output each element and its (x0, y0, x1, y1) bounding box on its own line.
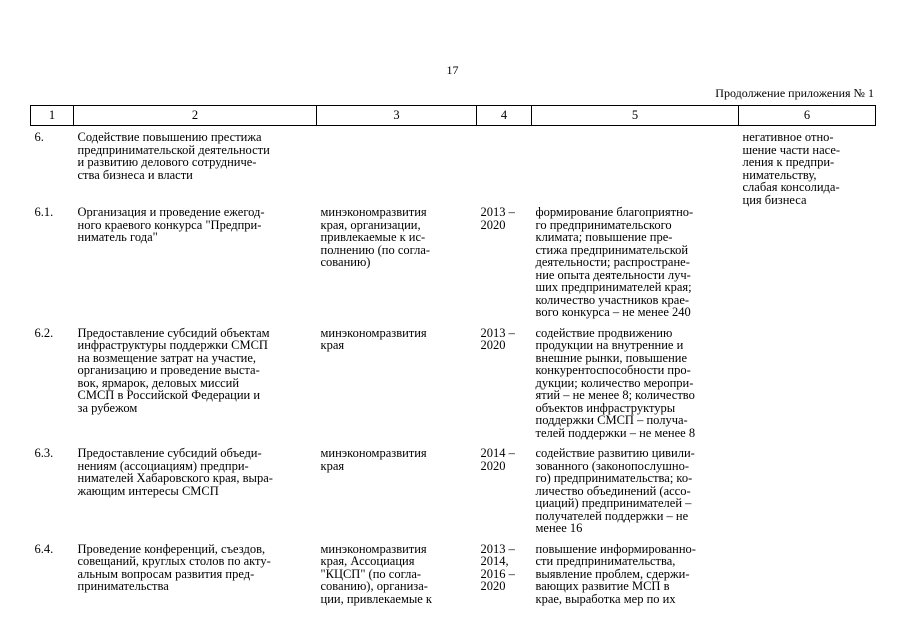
risk-text (739, 206, 876, 319)
result-text: содействие развитию цивили- зованного (законопослушно- го) предпринимательства; ко- личество объединений (ассо- циаций) предпринимателей – получателей поддержки – не менее 16 (535, 446, 695, 535)
header-col-6: 6 (739, 106, 876, 126)
table-row (31, 439, 876, 535)
result-text: содействие продвижению продукции на внутренние и внешние рынки, повышение конкурентоспособности про- дукции; количество меропри- ятий – не менее 8; количество объектов инфраструктуры поддержки СМСП – получа- телей поддержки – не менее 8 (535, 325, 696, 440)
result-text (532, 126, 739, 207)
executor-text: минэкономразвития края (320, 325, 427, 352)
measure-text: Предоставление субсидий объеди- нениям (ассоциациям) предпри- нимателей Хабаровского края, выра- жающим интересы СМСП (77, 446, 273, 498)
years-text: 2013 – 2020 (480, 205, 515, 232)
risk-text (739, 319, 876, 440)
header-col-2: 2 (74, 106, 317, 126)
measure-text: Предоставление субсидий объектам инфраструктуры поддержки СМСП на возмещение затрат на участие, организацию и проведение выста- вок, ярмарок, деловых миссий СМСП в Российской Федерации и за рубежом (77, 325, 270, 415)
continuation-label: Продолжение приложения № 1 (715, 86, 874, 100)
years-text: 2013 – 2014, 2016 – 2020 (480, 541, 515, 593)
table-row (31, 206, 876, 319)
result-text: повышение информированно- сти предпринимательства, выявление проблем, сдержи- вающих развитие МСП в крае, выработка мер по их (535, 541, 696, 606)
executor-text: минэкономразвития края, организации, привлекаемые к ис- полнению (по согла- сованию) (320, 205, 431, 269)
measure-text: Организация и проведение ежегод- ного краевого конкурса "Предпри- ниматель года" (77, 205, 265, 244)
row-number: 6.3. (34, 446, 54, 460)
years-text (477, 126, 532, 207)
table-row (31, 535, 876, 606)
header-col-4: 4 (477, 106, 532, 126)
header-col-5: 5 (532, 106, 739, 126)
row-number: 6. (34, 130, 44, 144)
risk-text (739, 535, 876, 606)
table-row (31, 126, 876, 207)
page-number: 17 (446, 63, 459, 77)
measure-text: Проведение конференций, съездов, совещаний, круглых столов по акту- альным вопросам развития пред- принимательства (77, 541, 271, 593)
header-col-3: 3 (317, 106, 477, 126)
row-number: 6.1. (34, 205, 54, 219)
header-row (31, 106, 876, 126)
row-number: 6.2. (34, 325, 54, 340)
years-text: 2014 – 2020 (480, 446, 515, 473)
program-table (30, 105, 876, 605)
executor-text: минэкономразвития края (320, 446, 427, 473)
executor-text (317, 126, 477, 207)
risk-text (739, 439, 876, 535)
executor-text: минэкономразвития края, Ассоциация "КЦСП" (по согла- сованию), организа- ции, привлекаемые к (320, 541, 433, 606)
result-text: формирование благоприятно- го предпринимательского климата; повышение пре- стижа предпринимательской деятельности; распростране- ние опыта деятельности луч- ших предпринимателей края; количество участников крае- вого конкурса – не менее 240 (535, 205, 694, 319)
table-row (31, 319, 876, 440)
measure-text: Содействие повышению престижа предпринимательской деятельности и развитию делового сотрудниче- ства бизнеса и власти (77, 130, 270, 182)
header-col-1: 1 (31, 106, 74, 126)
years-text: 2013 – 2020 (480, 325, 515, 352)
row-number: 6.4. (34, 541, 54, 556)
risk-text: негативное отно- шение части насе- ления к предпри- нимательству, слабая консолида- ция бизнеса (742, 130, 841, 207)
